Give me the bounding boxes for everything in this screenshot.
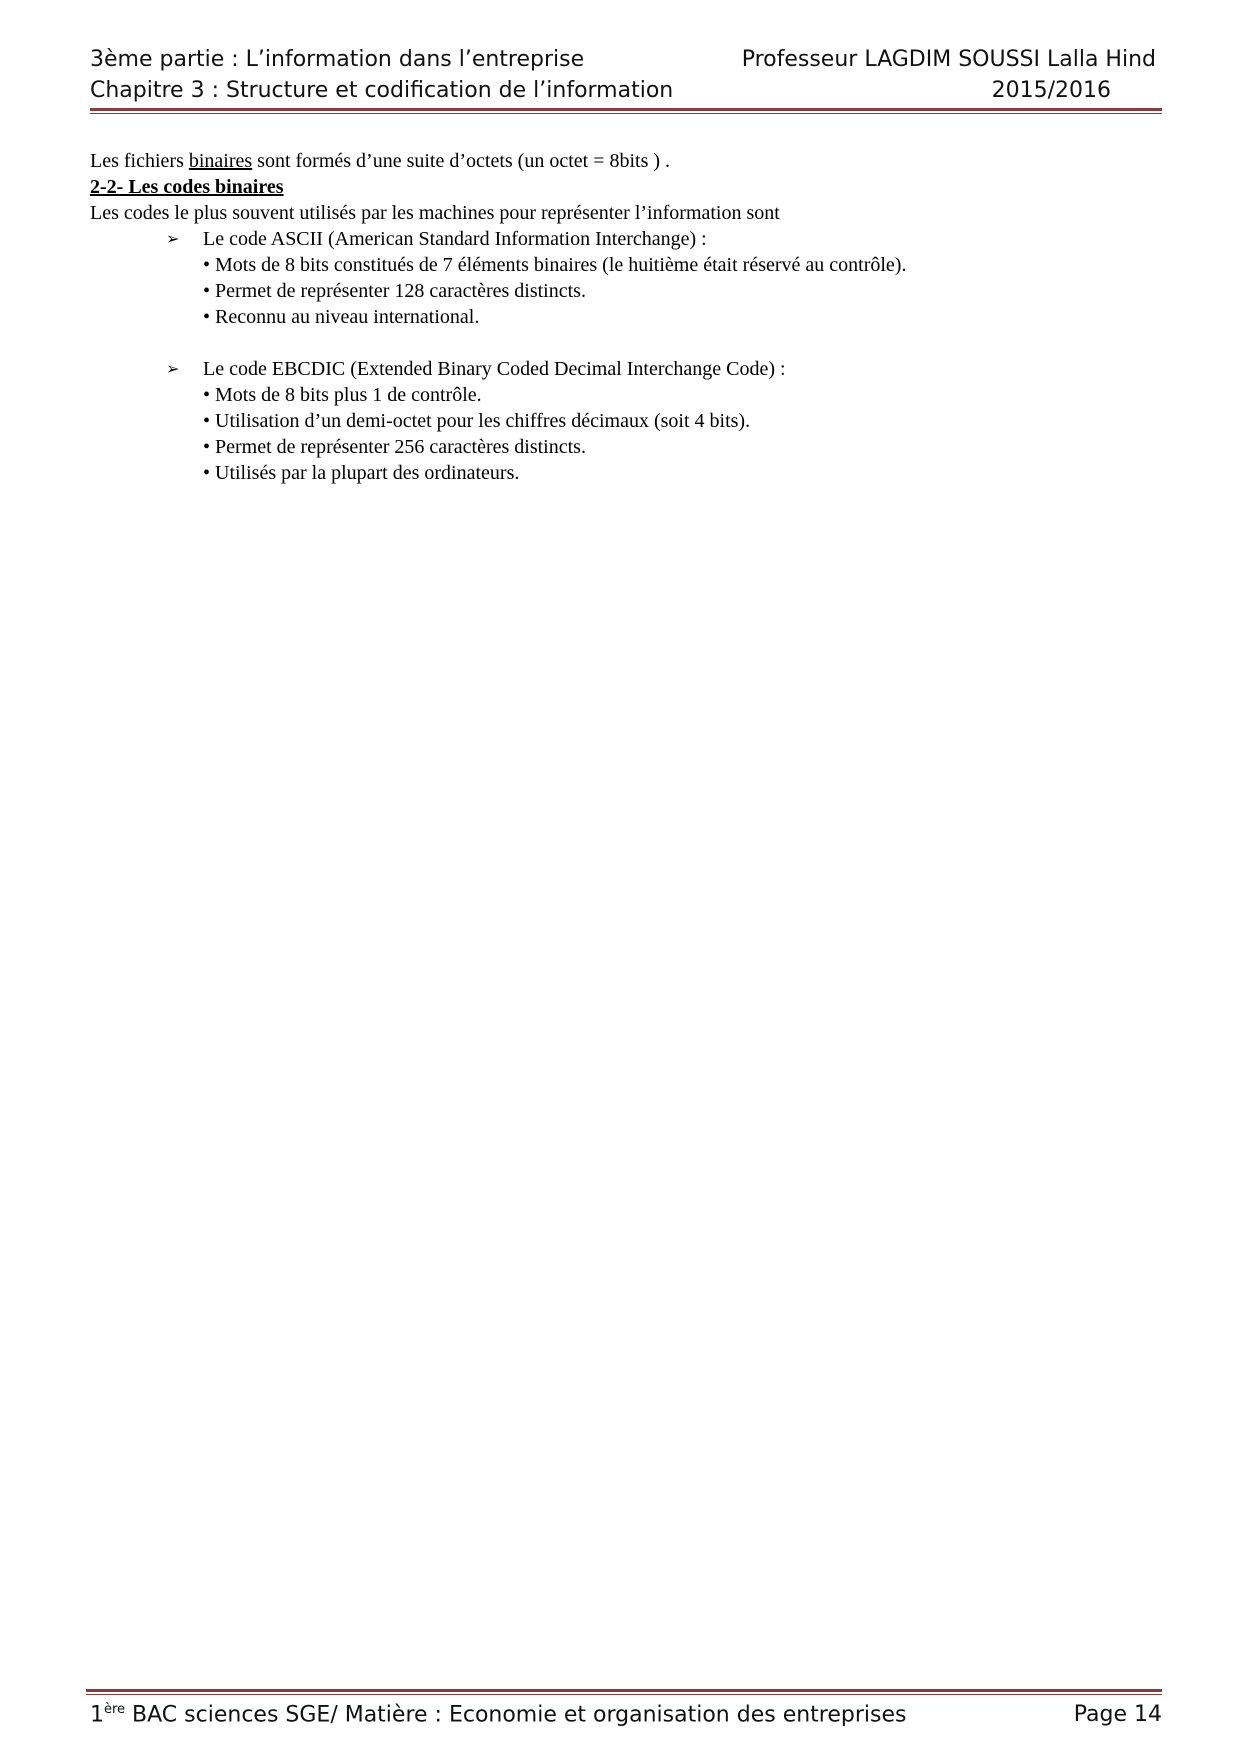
code-ascii-title: Le code ASCII (American Standard Information Interchange) : [203, 228, 707, 250]
header-part: 3ème partie : L’information dans l’entreprise [90, 47, 585, 72]
arrowhead-icon: ➢ [166, 359, 180, 378]
spacer [90, 330, 1160, 356]
intro-before: Les fichiers [90, 150, 189, 172]
footer-course-line [90, 1702, 906, 1727]
section-title: 2-2- Les codes binaires [90, 176, 284, 198]
list-item: • Utilisés par la plupart des ordinateurs. [203, 462, 520, 484]
header-row-1 [90, 44, 1156, 75]
code-ascii-heading [166, 226, 1160, 252]
code-ebcdic-heading [166, 356, 1160, 382]
header-professor: Professeur LAGDIM SOUSSI Lalla Hind [741, 47, 1156, 72]
footer-rule [86, 1689, 1162, 1695]
list-item: • Reconnu au niveau international. [203, 306, 480, 328]
code-ebcdic-title: Le code EBCDIC (Extended Binary Coded Decimal Interchange Code) : [203, 358, 786, 380]
list-item: • Utilisation d’un demi-octet pour les chiffres décimaux (soit 4 bits). [203, 410, 751, 432]
code-ebcdic [166, 356, 1160, 486]
footer-level-sup: ère [104, 1702, 126, 1717]
list-item: • Permet de représenter 256 caractères distincts. [203, 436, 586, 458]
page-number: Page 14 [1073, 1702, 1162, 1727]
intro-after: sont formés d’une suite d’octets (un octet = 8bits ) . [252, 150, 671, 172]
list-item: • Mots de 8 bits plus 1 de contrôle. [203, 384, 482, 406]
arrowhead-icon: ➢ [166, 229, 180, 248]
page-content [90, 148, 1160, 486]
footer-level-number: 1 [90, 1702, 104, 1728]
footer-course: BAC sciences SGE/ Matière : Economie et organisation des entreprises [125, 1702, 907, 1728]
header-rule [90, 108, 1162, 114]
code-ebcdic-bullets [203, 382, 1160, 486]
intro-paragraph [90, 148, 1160, 174]
intro-underlined-term: binaires [188, 150, 253, 172]
header-row-2 [90, 75, 1156, 106]
section-intro: Les codes le plus souvent utilisés par les machines pour représenter l’information sont [90, 202, 780, 224]
code-ascii-bullets [203, 252, 1160, 330]
page-header [90, 44, 1156, 106]
code-ascii [166, 226, 1160, 330]
page-footer [90, 1702, 1162, 1727]
header-year: 2015/2016 [991, 78, 1111, 103]
list-item: • Mots de 8 bits constitués de 7 éléments binaires (le huitième était réservé au contrôle). [203, 254, 907, 276]
list-item: • Permet de représenter 128 caractères distincts. [203, 280, 586, 302]
header-chapter: Chapitre 3 : Structure et codification de l’information [90, 78, 674, 103]
